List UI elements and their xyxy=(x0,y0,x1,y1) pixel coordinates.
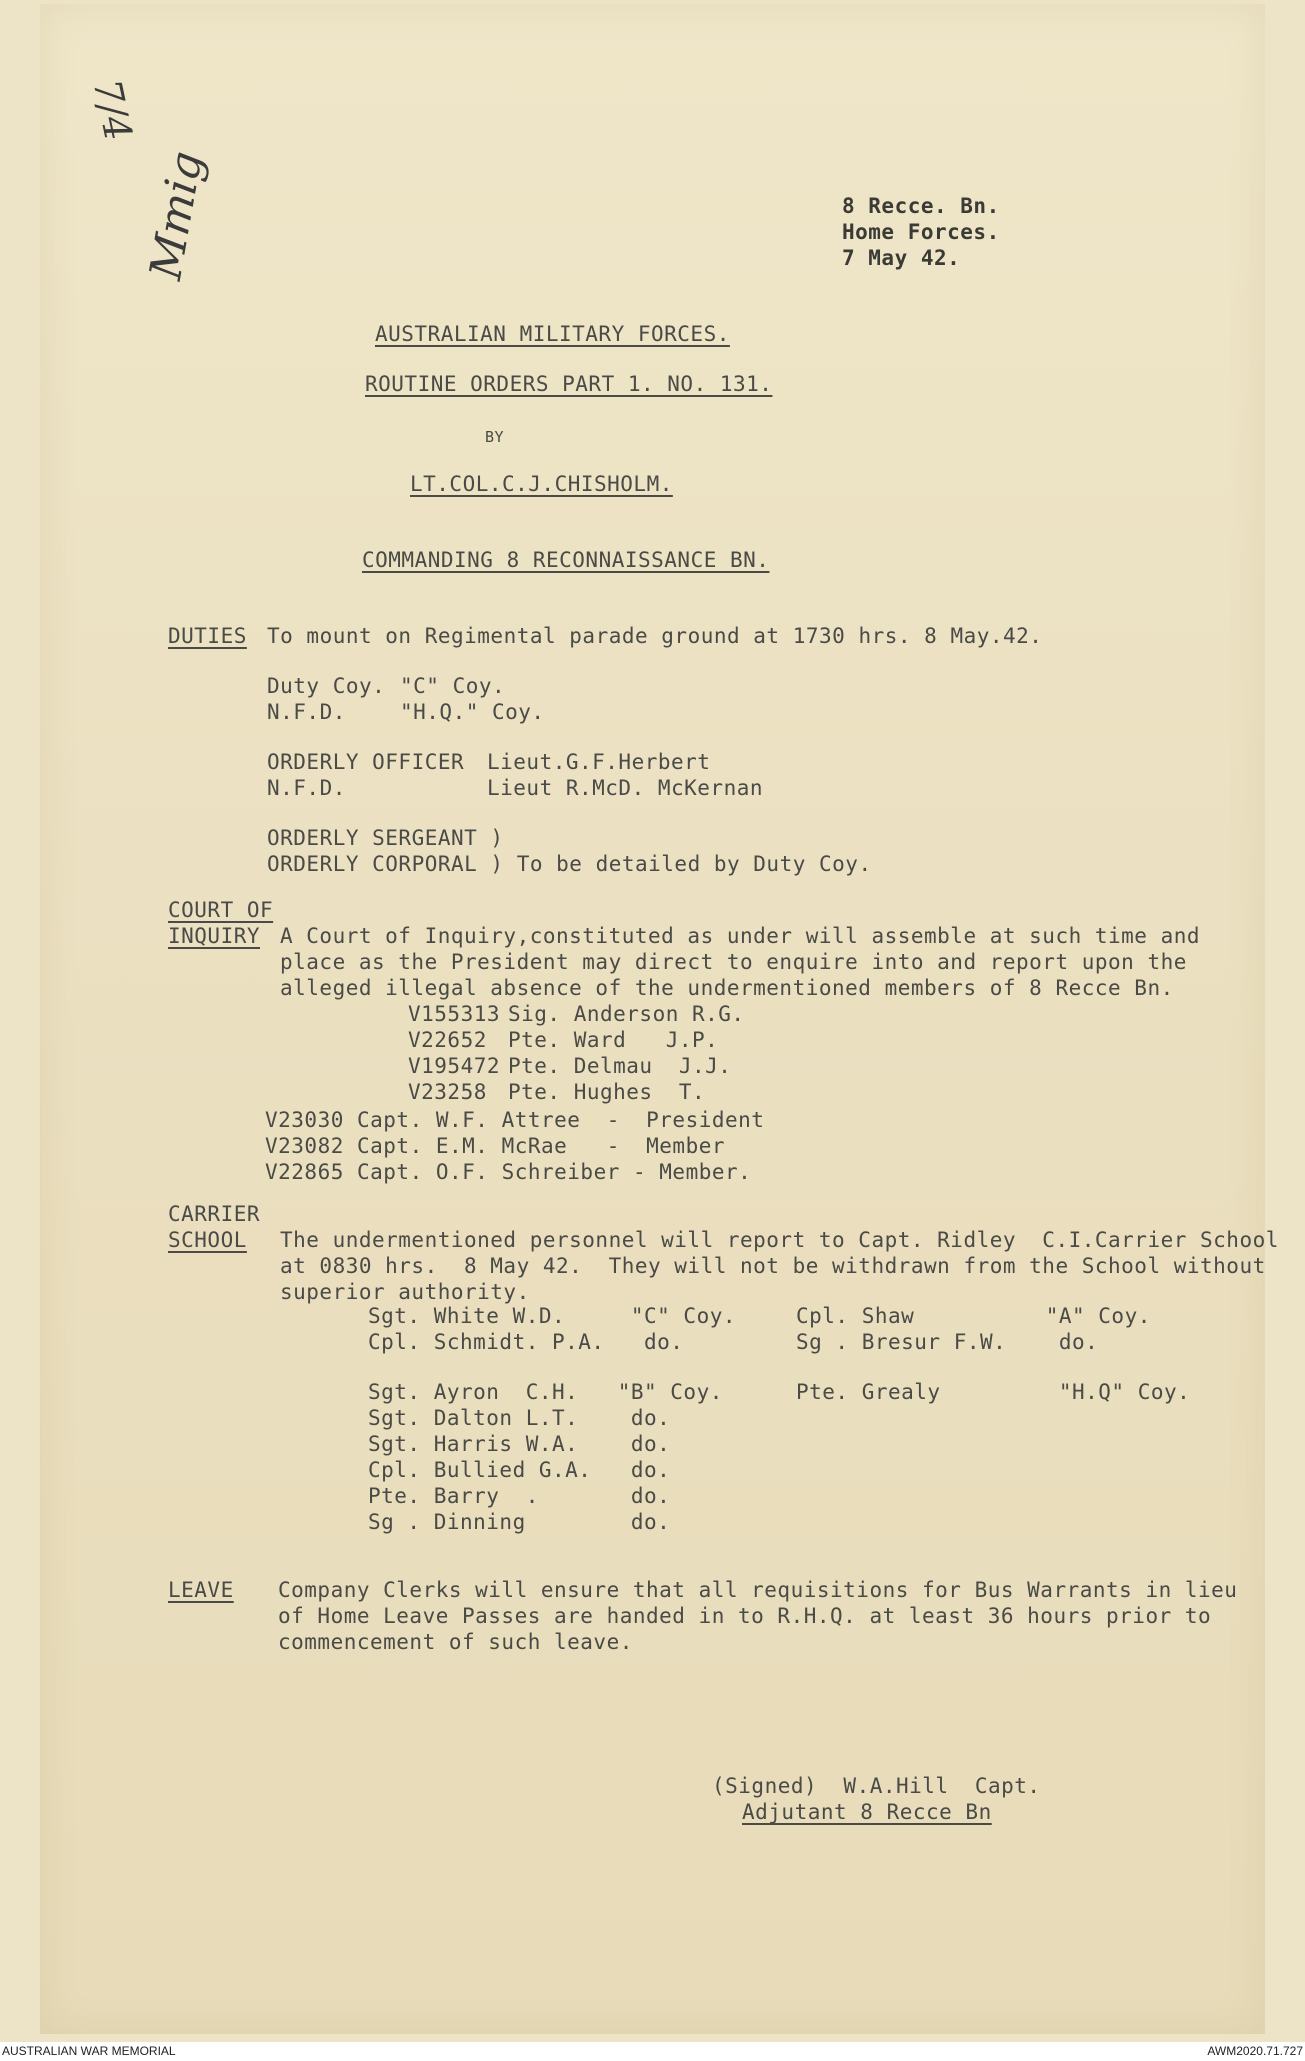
duties-intro: To mount on Regimental parade ground at 1730 hrs. 8 May.42. xyxy=(267,624,1043,648)
duty-coy-value: "C" Coy. xyxy=(400,674,506,698)
member-name: Pte. Delmau J.J. xyxy=(508,1054,732,1078)
board-line-3: V22865 Capt. O.F. Schreiber - Member. xyxy=(265,1160,752,1184)
member-number: V23258 xyxy=(408,1080,487,1104)
carrier-para-line-2: at 0830 hrs. 8 May 42. They will not be withdrawn from the School without xyxy=(280,1254,1266,1278)
carrier-para-line-1: The undermentioned personnel will report to Capt. Ridley C.I.Carrier School xyxy=(280,1228,1279,1252)
carrier-list-item: Sg . Bresur F.W. do. xyxy=(796,1330,1099,1354)
footer-credit: AUSTRALIAN WAR MEMORIAL xyxy=(2,2044,176,2058)
court-para-line-2: place as the President may direct to enquire into and report upon the xyxy=(280,950,1187,974)
leave-heading: LEAVE xyxy=(168,1578,234,1602)
carrier-list-item: Sgt. Ayron C.H. "B" Coy. xyxy=(368,1380,723,1404)
member-number: V22652 xyxy=(408,1028,487,1052)
orderly-officer-value: Lieut.G.F.Herbert xyxy=(487,750,711,774)
court-heading-1: COURT OF xyxy=(168,898,274,922)
orderly-corporal: ORDERLY CORPORAL ) To be detailed by Duty Coy. xyxy=(267,852,872,876)
leave-para-line-3: commencement of such leave. xyxy=(278,1630,633,1654)
signature-title: Adjutant 8 Recce Bn xyxy=(742,1800,992,1824)
header-forces: Home Forces. xyxy=(842,220,1000,244)
carrier-list-item: Sgt. White W.D. "C" Coy. xyxy=(368,1304,737,1328)
nfd-value: "H.Q." Coy. xyxy=(400,700,545,724)
carrier-list-item: Cpl. Schmidt. P.A. do. xyxy=(368,1330,684,1354)
carrier-list-item: Sgt. Harris W.A. do. xyxy=(368,1432,671,1456)
title-forces: AUSTRALIAN MILITARY FORCES. xyxy=(375,322,730,346)
header-date: 7 May 42. xyxy=(842,246,961,270)
member-number: V155313 xyxy=(408,1002,501,1026)
court-heading-2: INQUIRY xyxy=(168,924,261,948)
carrier-list-item: Cpl. Shaw "A" Coy. xyxy=(796,1304,1151,1328)
carrier-para-line-3: superior authority. xyxy=(280,1280,530,1304)
nfd-label: N.F.D. xyxy=(267,700,346,724)
court-para-line-1: A Court of Inquiry,constituted as under will assemble at such time and xyxy=(280,924,1201,948)
title-command: COMMANDING 8 RECONNAISSANCE BN. xyxy=(362,548,770,572)
leave-para-line-2: of Home Leave Passes are handed in to R.H.Q. at least 36 hours prior to xyxy=(278,1604,1212,1628)
carrier-list-item: Sgt. Dalton L.T. do. xyxy=(368,1406,671,1430)
nfd2-value: Lieut R.McD. McKernan xyxy=(487,776,764,800)
carrier-list-item: Pte. Grealy "H.Q" Coy. xyxy=(796,1380,1191,1404)
member-name: Sig. Anderson R.G. xyxy=(508,1002,745,1026)
duty-coy-label: Duty Coy. xyxy=(267,674,386,698)
leave-para-line-1: Company Clerks will ensure that all requisitions for Bus Warrants in lieu xyxy=(278,1578,1238,1602)
nfd2-label: N.F.D. xyxy=(267,776,346,800)
title-commander: LT.COL.C.J.CHISHOLM. xyxy=(410,472,673,496)
member-name: Pte. Hughes T. xyxy=(508,1080,706,1104)
member-name: Pte. Ward J.P. xyxy=(508,1028,719,1052)
title-by: BY xyxy=(485,428,505,446)
carrier-heading-1: CARRIER xyxy=(168,1202,261,1226)
carrier-list-item: Pte. Barry . do. xyxy=(368,1484,671,1508)
carrier-heading-2: SCHOOL xyxy=(168,1228,247,1252)
board-line-1: V23030 Capt. W.F. Attree - President xyxy=(265,1108,765,1132)
header-unit: 8 Recce. Bn. xyxy=(842,194,1000,218)
board-line-2: V23082 Capt. E.M. McRae - Member xyxy=(265,1134,726,1158)
orderly-officer-label: ORDERLY OFFICER xyxy=(267,750,465,774)
orderly-sergeant: ORDERLY SERGEANT ) xyxy=(267,826,504,850)
signature-line: (Signed) W.A.Hill Capt. xyxy=(712,1774,1041,1798)
title-routine-orders: ROUTINE ORDERS PART 1. NO. 131. xyxy=(365,372,773,396)
court-para-line-3: alleged illegal absence of the undermentioned members of 8 Recce Bn. xyxy=(280,976,1174,1000)
carrier-list-item: Cpl. Bullied G.A. do. xyxy=(368,1458,671,1482)
duties-heading: DUTIES xyxy=(168,624,247,648)
carrier-list-item: Sg . Dinning do. xyxy=(368,1510,671,1534)
handwritten-note-2: Mmig xyxy=(140,147,213,284)
member-number: V195472 xyxy=(408,1054,501,1078)
handwritten-note-1: 7/4 xyxy=(84,75,141,145)
footer-accession-number: AWM2020.71.727 xyxy=(1207,2044,1303,2058)
